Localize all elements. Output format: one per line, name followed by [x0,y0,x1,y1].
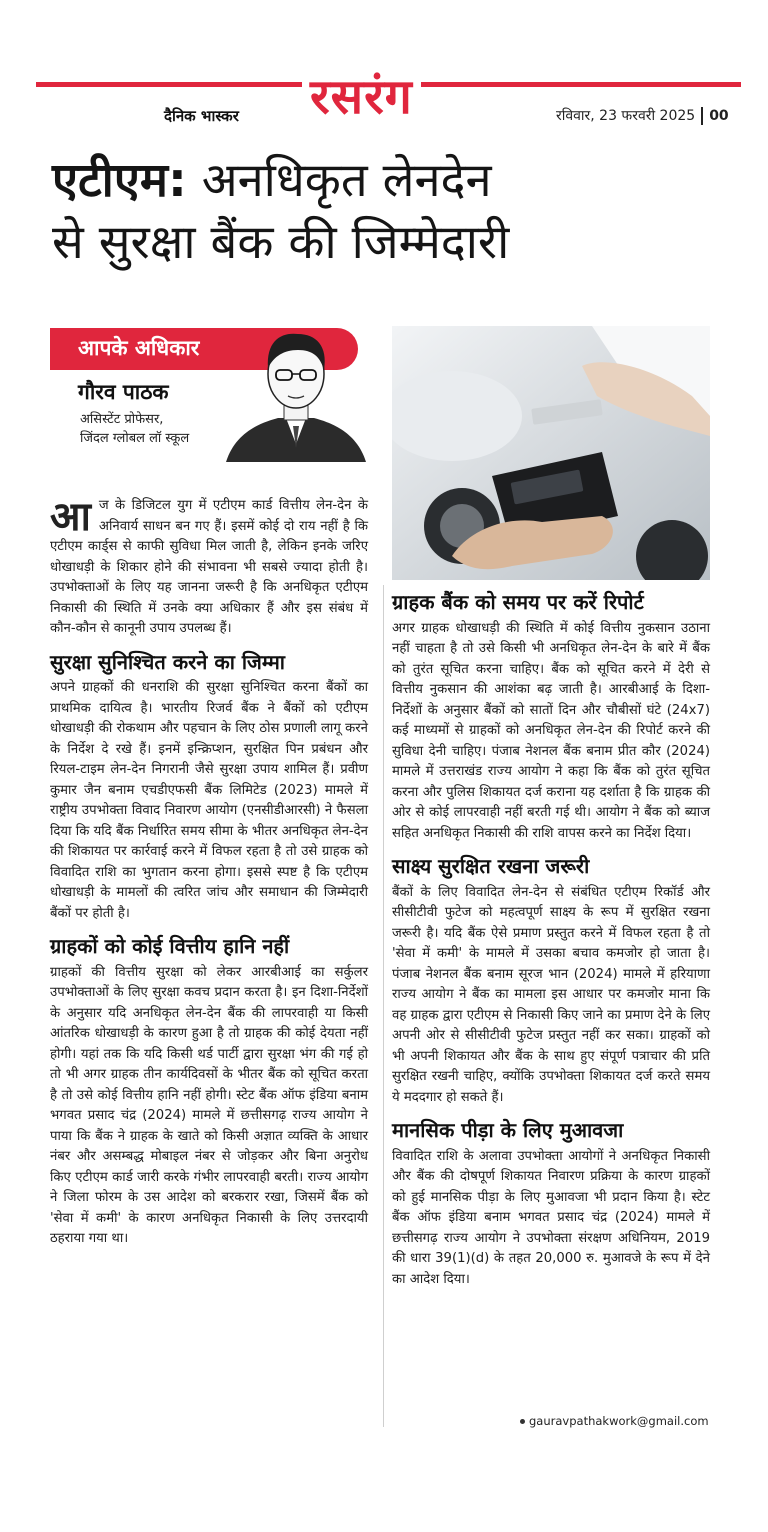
headline-line-1 [52,150,742,212]
section-body-5: विवादित राशि के अलावा उपभोक्ता आयोगों ने अनधिकृत निकासी और बैंक की दोषपूर्ण शिकायत निवारण प्रक्रिया के कारण ग्राहकों को हुई मानसिक पीड़ा के लिए मुआवजा भी प्रदान किया है। स्टेट बैंक ऑफ इंडिया बनाम भगवत प्रसाद चंद्र (2024) मामले में छत्तीसगढ़ राज्य आयोग ने उपभोक्ता संरक्षण अधिनियम, 2019 की धारा 39(1)(d) के तहत 20,000 रु. मुआवजे के रूप में देने का आदेश दिया। [392,1148,710,1287]
section-body-4: बैंकों के लिए विवादित लेन-देन से संबंधित एटीएम रिकॉर्ड और सीसीटीवी फुटेज को महत्वपूर्ण साक्ष्य के रूप में सुरक्षित रखना जरूरी है। यदि बैंक ऐसे प्रमाण प्रस्तुत करने में विफल रहता है तो 'सेवा में कमी' के मामले में उसका बचाव कमजोर हो जाता है। पंजाब नेशनल बैंक बनाम सूरज भान (2024) मामले में हरियाणा राज्य आयोग ने बैंक का मामला इस आधार पर कमजोर माना कि वह ग्राहक द्वारा एटीएम से निकासी किए जाने का प्रमाण देने के लिए अपनी ओर से सीसीटीवी फुटेज प्रस्तुत नहीं कर सका। ग्राहकों को भी अपनी शिकायत और बैंक के साथ हुए संपूर्ण पत्राचार की प्रति सुरक्षित रखनी चाहिए, क्योंकि उपभोक्ता शिकायत दर्ज करते समय ये मददगार हो सकते हैं। [392,884,710,1105]
author-title: असिस्टेंट प्रोफेसर, [80,412,164,427]
headline [52,150,742,274]
intro-paragraph [50,496,368,640]
column-divider [383,585,384,1427]
headline-line-1-rest: अनधिकृत लेनदेन [186,153,492,208]
author-email-text: gauravpathakwork@gmail.com [529,1414,709,1428]
article-left-column [50,496,368,1250]
dateline [556,106,729,125]
article-right-column [392,592,710,1290]
headline-line-2: से सुरक्षा बैंक की जिम्मेदारी [52,215,510,270]
section-body-2: ग्राहकों की वित्तीय सुरक्षा को लेकर आरबीआई का सर्कुलर उपभोक्ताओं के लिए सुरक्षा कवच प्रदान करता है। इन दिशा-निर्देशों के अनुसार यदि अनधिकृत लेन-देन बैंक की लापरवाही या किसी आंतरिक धोखाधड़ी के कारण हुआ है तो ग्राहक की कोई देयता नहीं होगी। यहां तक कि यदि किसी थर्ड पार्टी द्वारा सुरक्षा भंग की गई हो तो भी अगर ग्राहक तीन कार्यदिवसों के भीतर बैंक को सूचित करता है तो उसे कोई वित्तीय हानि नहीं होगी। स्टेट बैंक ऑफ इंडिया बनाम भगवत प्रसाद चंद्र (2024) मामले में छत्तीसगढ़ राज्य आयोग ने पाया कि बैंक ने ग्राहक के खाते को किसी अज्ञात व्यक्ति के आधार नंबर और असम्बद्ध मोबाइल नंबर से जोड़कर और बिना अनुरोध किए एटीएम कार्ड जारी करके गंभीर लापरवाही बरती। राज्य आयोग ने जिला फोरम के उस आदेश को बरकरार रखा, जिसमें बैंक को 'सेवा में कमी' के कारण अनधिकृत निकासी के लिए उत्तरदायी ठहराया गया था। [50,964,368,1246]
section-heading-2: ग्राहकों को कोई वित्तीय हानि नहीं [50,934,290,958]
column-name: आपके अधिकार [78,336,200,360]
author-role [80,410,189,448]
supplement-title: रसरंग [302,66,421,128]
intro-text: ज के डिजिटल युग में एटीएम कार्ड वित्तीय लेन-देन के अनिवार्य साधन बन गए हैं। इसमें कोई दो राय नहीं है कि एटीएम कार्ड्स से काफी सुविधा मिल जाती है, लेकिन इनके जरिए धोखाधड़ी के शिकार होने की संभावना भी सबसे ज्यादा होती है। उपभोक्ताओं के लिए यह जानना जरूरी है कि अनधिकृत एटीएम निकासी की स्थिति में उनके क्या अधिकार हैं और इस संबंध में कौन-कौन से कानूनी उपाय उपलब्ध हैं। [50,498,368,636]
paper-name: दैनिक भास्कर [164,107,239,125]
page-number: 00 [709,108,729,124]
section-body-1: अपने ग्राहकों की धनराशि की सुरक्षा सुनिश्चित करना बैंकों का प्राथमिक दायित्व है। भारतीय रिजर्व बैंक ने बैंकों को एटीएम धोखाधड़ी की रोकथाम और पहचान के लिए ठोस प्रणाली लागू करने के निर्देश दे रखे हैं। इनमें इन्क्रिप्शन, सुरक्षित पिन प्रबंधन और रियल-टाइम लेन-देन निगरानी जैसे सुरक्षा उपाय शामिल हैं। प्रवीण कुमार जैन बनाम एचडीएफसी बैंक लिमिटेड (2023) मामले में राष्ट्रीय उपभोक्ता विवाद निवारण आयोग (एनसीडीआरसी) ने फैसला दिया कि यदि बैंक निर्धारित समय सीमा के भीतर अनधिकृत लेन-देन की शिकायत पर कार्रवाई करने में विफल रहता है तो उसे ग्राहक को विवादित राशि का भुगतान करना होगा। इससे स्पष्ट है कि एटीएम धोखाधड़ी के मामलों की त्वरित जांच और समाधान की जिम्मेदारी बैंकों पर होती है। [50,680,368,921]
section-heading-3: ग्राहक बैंक को समय पर करें रिपोर्ट [392,590,644,614]
author-name: गौरव पाठक [78,380,169,404]
issue-date: रविवार, 23 फरवरी 2025 [556,108,696,124]
date-divider [701,107,703,125]
drop-cap: आ [50,494,91,540]
section-heading-1: सुरक्षा सुनिश्चित करने का जिम्मा [50,649,285,674]
section-heading-5: मानसिक पीड़ा के लिए मुआवजा [392,1118,624,1142]
card-payment-photo [392,326,710,580]
headline-keyword: एटीएम: [52,153,187,208]
author-portrait-sketch [216,318,376,462]
author-institution: जिंदल ग्लोबल लॉ स्कूल [80,431,190,446]
bullet-icon [520,1419,525,1424]
section-body-3: अगर ग्राहक धोखाधड़ी की स्थिति में कोई वित्तीय नुकसान उठाना नहीं चाहता है तो उसे किसी भी अनधिकृत लेन-देन के बारे में बैंक को तुरंत सूचित करना चाहिए। बैंक को सूचित करने में देरी से वित्तीय नुकसान की आशंका बढ़ जाती है। आरबीआई के दिशा-निर्देशों के अनुसार बैंकों को सातों दिन और चौबीसों घंटे (24x7) कई माध्यमों से ग्राहकों को अनधिकृत लेन-देन की रिपोर्ट करने की सुविधा देनी चाहिए। पंजाब नेशनल बैंक बनाम प्रीत कौर (2024) मामले में उत्तराखंड राज्य आयोग ने कहा कि बैंक को तुरंत सूचित करना और पुलिस शिकायत दर्ज कराना यह दर्शाता है कि ग्राहक की ओर से कोई लापरवाही नहीं बरती गई थी। आयोग ने बैंक को ब्याज सहित अनधिकृत निकासी की राशि वापस करने का निर्देश दिया। [392,620,710,841]
section-heading-4: साक्ष्य सुरक्षित रखना जरूरी [392,854,590,878]
author-email[interactable] [520,1414,709,1428]
